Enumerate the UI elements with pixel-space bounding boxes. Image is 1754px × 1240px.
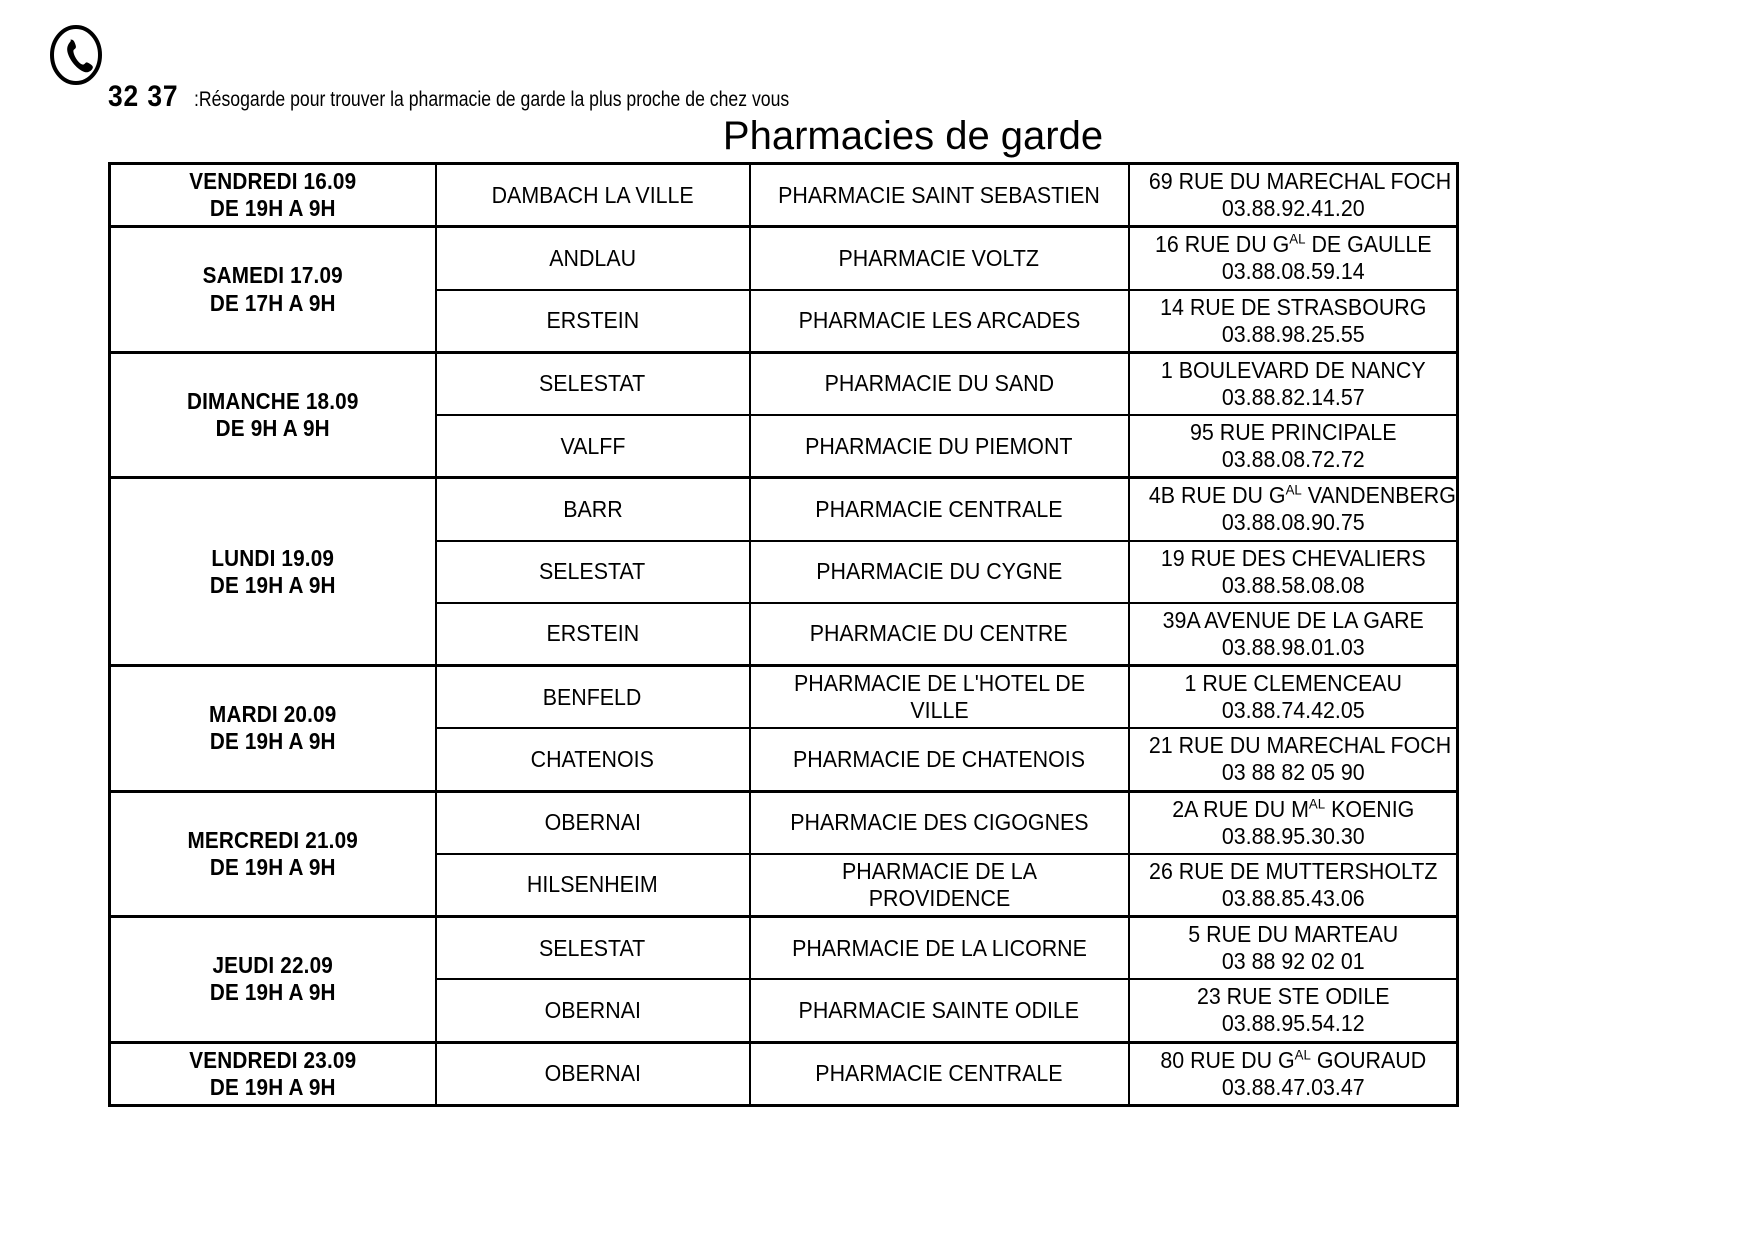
address-cell — [1129, 164, 1458, 227]
city-label: SELESTAT — [539, 934, 646, 961]
city-label: OBERNAI — [544, 1060, 641, 1087]
table-row — [110, 917, 1458, 980]
address-cell — [1129, 541, 1458, 603]
city-cell — [436, 603, 750, 666]
day-hours-label: DE 19H A 9H — [209, 979, 336, 1006]
table-row — [110, 164, 1458, 227]
pharmacy-label: PHARMACIE DU PIEMONT — [805, 432, 1073, 459]
address-phone: 03.88.85.43.06 — [1221, 884, 1365, 911]
pharmacy-label: PHARMACIE DU SAND — [824, 370, 1054, 397]
city-label: ERSTEIN — [546, 620, 639, 647]
day-label: VENDREDI 23.09 — [189, 1046, 357, 1073]
day-cell — [110, 917, 436, 1043]
pharmacy-duty-table — [108, 162, 1459, 1107]
address-cell — [1129, 352, 1458, 415]
city-cell — [436, 227, 750, 290]
address-cell — [1129, 666, 1458, 729]
city-cell — [436, 1042, 750, 1105]
city-cell — [436, 791, 750, 854]
table-row — [110, 791, 1458, 854]
pharmacy-cell — [750, 979, 1129, 1042]
address-phone: 03.88.82.14.57 — [1221, 383, 1365, 410]
pharmacy-cell — [750, 791, 1129, 854]
address-street: 19 RUE DES CHEVALIERS — [1160, 544, 1426, 571]
address-street: 69 RUE DU MARECHAL FOCH — [1148, 168, 1451, 194]
city-cell — [436, 415, 750, 478]
address-cell — [1129, 854, 1458, 917]
pharmacy-cell — [750, 854, 1129, 917]
city-label: OBERNAI — [544, 809, 641, 836]
address-cell — [1129, 478, 1458, 541]
address-street: 21 RUE DU MARECHAL FOCH — [1148, 732, 1451, 759]
pharmacy-cell — [750, 603, 1129, 666]
day-label: LUNDI 19.09 — [211, 544, 335, 571]
pharmacy-cell — [750, 415, 1129, 478]
address-cell — [1129, 603, 1458, 666]
address-phone: 03.88.74.42.05 — [1221, 697, 1365, 724]
address-street: 1 BOULEVARD DE NANCY — [1160, 356, 1426, 383]
city-cell — [436, 854, 750, 917]
day-cell — [110, 478, 436, 666]
address-street: 1 RUE CLEMENCEAU — [1183, 670, 1402, 696]
pharmacy-cell — [750, 290, 1129, 353]
pharmacy-cell — [750, 666, 1129, 729]
address-cell — [1129, 979, 1458, 1042]
address-cell — [1129, 290, 1458, 353]
pharmacy-label: PHARMACIE SAINTE ODILE — [798, 996, 1080, 1023]
address-street: 95 RUE PRINCIPALE — [1189, 419, 1396, 445]
pharmacy-label: PHARMACIE VOLTZ — [838, 244, 1040, 271]
pharmacy-label: PHARMACIE SAINT SEBASTIEN — [778, 181, 1100, 208]
pharmacy-cell — [750, 917, 1129, 980]
pharmacy-label: PHARMACIE DES CIGOGNES — [789, 809, 1089, 836]
pharmacy-label: PHARMACIE DE LA LICORNE — [791, 934, 1087, 961]
phone-in-circle-icon — [48, 24, 104, 86]
address-phone: 03.88.95.30.30 — [1221, 822, 1365, 849]
address-phone: 03.88.08.90.75 — [1221, 509, 1365, 536]
table-row — [110, 227, 1458, 290]
address-street: 2A RUE DU $M^{AL}$ KOENIG — [1171, 795, 1414, 822]
page-title: Pharmacies de garde — [722, 114, 1104, 158]
pharmacy-label: PHARMACIE DE L'HOTEL DE VILLE — [793, 670, 1085, 724]
pharmacy-cell — [750, 227, 1129, 290]
pharmacy-label: PHARMACIE DU CYGNE — [815, 558, 1063, 585]
pharmacy-label: PHARMACIE DE CHATENOIS — [793, 745, 1085, 772]
pharmacy-label: PHARMACIE CENTRALE — [815, 495, 1063, 522]
city-label: ANDLAU — [549, 244, 636, 271]
table-row — [110, 1042, 1458, 1105]
address-street: 16 RUE DU $G^{AL}$ DE GAULLE — [1154, 231, 1432, 258]
address-superscript: AL — [1308, 795, 1325, 812]
city-label: BARR — [562, 495, 623, 522]
city-label: SELESTAT — [539, 370, 646, 397]
address-phone: 03.88.08.59.14 — [1221, 258, 1365, 285]
address-cell — [1129, 415, 1458, 478]
address-cell — [1129, 227, 1458, 290]
address-cell — [1129, 1042, 1458, 1105]
pharmacy-label: PHARMACIE LES ARCADES — [798, 307, 1080, 334]
address-cell — [1129, 917, 1458, 980]
day-cell — [110, 227, 436, 353]
resogarde-info-line — [108, 80, 903, 114]
day-hours-label: DE 9H A 9H — [215, 415, 330, 441]
city-label: VALFF — [560, 432, 625, 459]
day-hours-label: DE 19H A 9H — [209, 195, 336, 222]
city-label: BENFELD — [543, 683, 642, 710]
address-cell — [1129, 791, 1458, 854]
address-superscript: AL — [1285, 482, 1302, 499]
address-phone: 03 88 82 05 90 — [1221, 759, 1365, 786]
address-phone: 03.88.92.41.20 — [1221, 195, 1365, 222]
day-cell — [110, 352, 436, 478]
day-label: MARDI 20.09 — [209, 701, 337, 728]
schedule-table-container — [108, 162, 1456, 1107]
pharmacy-label: PHARMACIE DU CENTRE — [810, 620, 1068, 647]
city-cell — [436, 478, 750, 541]
day-label: DIMANCHE 18.09 — [186, 387, 359, 414]
day-hours-label: DE 19H A 9H — [209, 728, 336, 755]
city-label: ERSTEIN — [546, 307, 639, 334]
city-cell — [436, 290, 750, 353]
pharmacy-cell — [750, 164, 1129, 227]
city-cell — [436, 979, 750, 1042]
table-row — [110, 352, 1458, 415]
city-cell — [436, 917, 750, 980]
day-hours-label: DE 17H A 9H — [209, 289, 336, 316]
day-cell — [110, 164, 436, 227]
day-cell — [110, 791, 436, 917]
city-cell — [436, 728, 750, 791]
city-cell — [436, 164, 750, 227]
address-superscript: AL — [1288, 231, 1306, 248]
pharmacy-label: PHARMACIE DE LA PROVIDENCE — [841, 857, 1037, 911]
city-cell — [436, 666, 750, 729]
address-phone: 03.88.98.01.03 — [1221, 633, 1365, 660]
pharmacy-label: PHARMACIE CENTRALE — [815, 1060, 1063, 1087]
day-cell — [110, 666, 436, 792]
city-label: SELESTAT — [539, 558, 646, 585]
table-row — [110, 666, 1458, 729]
address-phone: 03.88.95.54.12 — [1221, 1010, 1365, 1037]
address-phone: 03 88 92 02 01 — [1221, 948, 1365, 975]
city-cell — [436, 352, 750, 415]
address-cell — [1129, 728, 1458, 791]
resogarde-phone-number: 32 37 — [108, 80, 179, 113]
city-label: HILSENHEIM — [527, 871, 658, 898]
pharmacy-cell — [750, 478, 1129, 541]
address-superscript: AL — [1294, 1046, 1311, 1063]
table-row — [110, 478, 1458, 541]
address-street: 23 RUE STE ODILE — [1196, 983, 1390, 1010]
day-label: VENDREDI 16.09 — [189, 168, 357, 194]
address-phone: 03.88.08.72.72 — [1221, 446, 1365, 473]
address-street: 80 RUE DU $G^{AL}$ GOURAUD — [1159, 1046, 1426, 1073]
day-hours-label: DE 19H A 9H — [209, 1073, 336, 1100]
resogarde-description: :Résogarde pour trouver la pharmacie de garde la plus proche de chez vous — [194, 88, 790, 111]
day-cell — [110, 1042, 436, 1105]
city-label: OBERNAI — [544, 996, 641, 1023]
address-phone: 03.88.47.03.47 — [1221, 1073, 1365, 1100]
pharmacy-cell — [750, 728, 1129, 791]
address-street: 39A AVENUE DE LA GARE — [1162, 606, 1424, 633]
day-label: JEUDI 22.09 — [212, 952, 333, 979]
pharmacy-cell — [750, 352, 1129, 415]
address-street: 5 RUE DU MARTEAU — [1187, 921, 1398, 947]
day-label: MERCREDI 21.09 — [187, 826, 358, 853]
city-label: CHATENOIS — [530, 745, 655, 772]
day-hours-label: DE 19H A 9H — [209, 571, 336, 598]
pharmacy-cell — [750, 1042, 1129, 1105]
pharmacy-cell — [750, 541, 1129, 603]
city-label: DAMBACH LA VILLE — [491, 181, 694, 208]
address-phone: 03.88.98.25.55 — [1221, 320, 1365, 347]
address-street: 14 RUE DE STRASBOURG — [1159, 293, 1426, 320]
day-hours-label: DE 19H A 9H — [209, 853, 336, 880]
address-street: 4B RUE DU $G^{AL}$ VANDENBERG — [1148, 482, 1456, 509]
address-street: 26 RUE DE MUTTERSHOLTZ — [1148, 857, 1437, 884]
address-phone: 03.88.58.08.08 — [1221, 571, 1365, 598]
day-label: SAMEDI 17.09 — [202, 262, 343, 289]
city-cell — [436, 541, 750, 603]
